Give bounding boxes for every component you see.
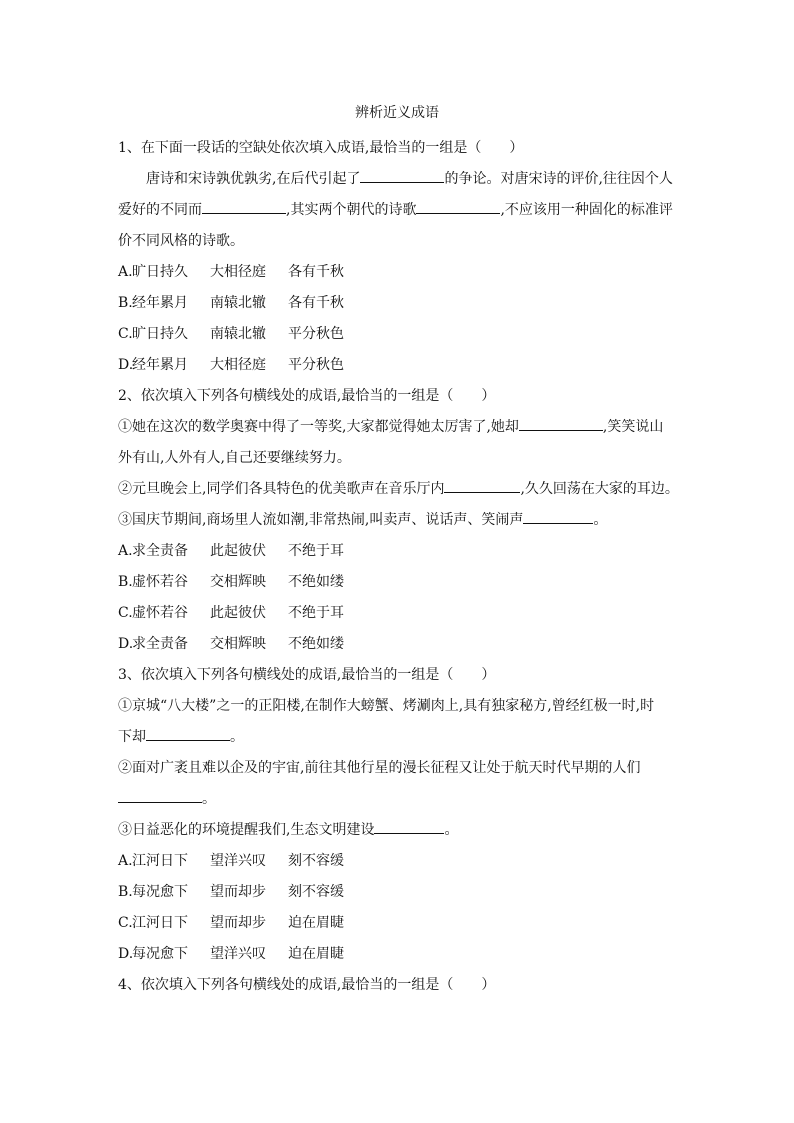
question-3-sentence-1-cont: 下却 。 [118, 722, 678, 753]
document-body [118, 133, 678, 1001]
question-2-sentence-1-cont: 外有山,人外有人,自己还要继续努力。 [118, 450, 351, 466]
question-1-passage-line-2: 爱好的不同而 ,其实两个朝代的诗歌 ,不应该用一种固化的标准评 [118, 195, 678, 226]
answer-blank [523, 508, 593, 524]
question-1-option-b: B.经年累月 南辕北辙 各有千秋 [118, 295, 344, 311]
question-2-sentence-3: ③国庆节期间,商场里人流如潮,非常热闹,叫卖声、说话声、笑闹声 。 [118, 505, 678, 536]
answer-blank [416, 198, 500, 214]
question-3-option-c: C.江河日下 望而却步 迫在眉睫 [118, 915, 344, 931]
question-3-stem: 3、依次填入下列各句横线处的成语,最恰当的一组是（ ） [118, 667, 496, 683]
question-3-sentence-1: ①京城“八大楼”之一的正阳楼,在制作大螃蟹、烤涮肉上,具有独家秘方,曾经红极一时,时 [118, 698, 655, 714]
question-3-sentence-3: ③日益恶化的环境提醒我们,生态文明建设 。 [118, 815, 678, 846]
answer-blank [444, 477, 520, 493]
question-4-stem: 4、依次填入下列各句横线处的成语,最恰当的一组是（ ） [118, 977, 496, 993]
question-3-sentence-2-cont: 。 [118, 784, 678, 815]
question-3-sentence-2: ②面对广袤且难以企及的宇宙,前往其他行星的漫长征程又让处于航天时代早期的人们 [118, 760, 641, 776]
page-title: 辨析近义成语 [355, 105, 439, 121]
answer-blank [146, 725, 230, 741]
question-1-passage-line-1: 唐诗和宋诗孰优孰劣,在后代引起了 的争论。对唐宋诗的评价,往往因个人 [118, 164, 678, 195]
question-2-sentence-2: ②元旦晚会上,同学们各具特色的优美歌声在音乐厅内 ,久久回荡在大家的耳边。 [118, 474, 678, 505]
question-2-stem: 2、依次填入下列各句横线处的成语,最恰当的一组是（ ） [118, 388, 496, 404]
answer-blank [202, 198, 286, 214]
question-1-option-d: D.经年累月 大相径庭 平分秋色 [118, 357, 344, 373]
answer-blank [360, 167, 444, 183]
question-1-stem: 1、在下面一段话的空缺处依次填入成语,最恰当的一组是（ ） [118, 140, 524, 156]
question-1-option-c: C.旷日持久 南辕北辙 平分秋色 [118, 326, 344, 342]
question-2-option-c: C.虚怀若谷 此起彼伏 不绝于耳 [118, 605, 344, 621]
question-2-option-b: B.虚怀若谷 交相辉映 不绝如缕 [118, 574, 344, 590]
answer-blank [374, 818, 444, 834]
question-2-option-a: A.求全责备 此起彼伏 不绝于耳 [118, 543, 344, 559]
question-3-option-a: A.江河日下 望洋兴叹 刻不容缓 [118, 853, 344, 869]
question-1-passage-line-3: 价不同风格的诗歌。 [118, 233, 244, 249]
question-2-option-d: D.求全责备 交相辉映 不绝如缕 [118, 636, 344, 652]
answer-blank [118, 787, 202, 803]
question-3-option-b: B.每况愈下 望而却步 刻不容缓 [118, 884, 344, 900]
question-1-option-a: A.旷日持久 大相径庭 各有千秋 [118, 264, 344, 280]
answer-blank [519, 415, 603, 431]
question-3-option-d: D.每况愈下 望洋兴叹 迫在眉睫 [118, 946, 344, 962]
question-2-sentence-1: ①她在这次的数学奥赛中得了一等奖,大家都觉得她太厉害了,她却 ,笑笑说山 [118, 412, 678, 443]
